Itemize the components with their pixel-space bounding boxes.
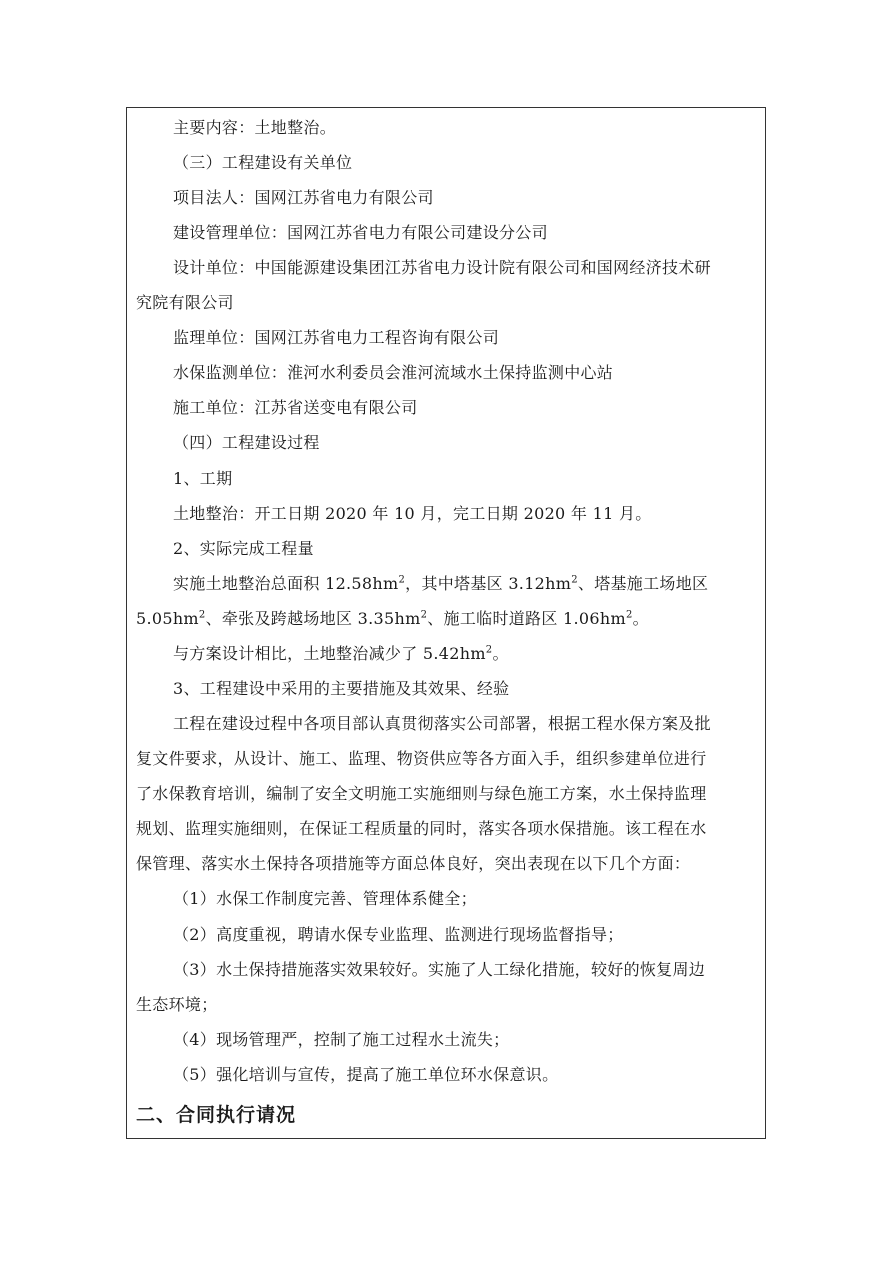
monitoring-unit-line: 水保监测单位：淮河水利委员会淮河流域水土保持监测中心站 (173, 363, 614, 382)
section3-title: （三）工程建设有关单位 (173, 153, 353, 172)
construction-unit-line: 施工单位：江苏省送变电有限公司 (173, 398, 418, 417)
superscript-2: 2 (485, 644, 493, 656)
quantity-line2-part-c: 、施工临时道路区 1.06hm (427, 609, 626, 628)
supervision-unit-line: 监理单位：国网江苏省电力工程咨询有限公司 (173, 328, 500, 347)
main-content-line: 主要内容：土地整治。 (173, 118, 337, 137)
paragraph-line1: 工程在建设过程中各项目部认真贯彻落实公司部署，根据工程水保方案及批 (173, 714, 711, 733)
quantity-line2-part-a: 5.05hm (136, 609, 199, 628)
superscript-2: 2 (625, 609, 633, 621)
quantity-line1-part-b: ，其中塔基区 3.12hm (405, 574, 572, 593)
section4-title: （四）工程建设过程 (173, 433, 320, 452)
quantity-line2-part-d: 。 (632, 609, 649, 628)
superscript-2: 2 (571, 574, 578, 586)
section-heading: 二、合同执行请况 (136, 1104, 297, 1126)
item2-title: 2、实际完成工程量 (173, 539, 314, 558)
point4-line: （4）现场管理严，控制了施工过程水土流失； (173, 1030, 510, 1049)
superscript-2: 2 (398, 574, 406, 586)
point3-line1: （3）水土保持措施落实效果较好。实施了人工绿化措施，较好的恢复周边 (173, 960, 706, 979)
paragraph-line4: 规划、监理实施细则，在保证工程质量的同时，落实各项水保措施。该工程在水 (136, 819, 707, 838)
design-unit-line2: 究院有限公司 (136, 293, 234, 312)
point2-line: （2）高度重视，聘请水保专业监理、监测进行现场监督指导； (173, 925, 624, 944)
quantity-line1-part-a: 实施土地整治总面积 12.58hm (173, 574, 399, 593)
quantity-line2-part-b: 、牵张及跨越场地区 3.35hm (205, 609, 421, 628)
paragraph-line2: 复文件要求，从设计、施工、监理、物资供应等各方面入手，组织参建单位进行 (136, 749, 707, 768)
point1-line: （1）水保工作制度完善、管理体系健全； (173, 889, 477, 908)
point3-line2: 生态环境； (136, 995, 218, 1014)
design-unit-line1: 设计单位：中国能源建设集团江苏省电力设计院有限公司和国网经济技术研 (173, 258, 711, 277)
legal-person-line: 项目法人：国网江苏省电力有限公司 (173, 188, 434, 207)
comparison-line (173, 644, 509, 664)
item3-title: 3、工程建设中采用的主要措施及其效果、经验 (173, 679, 510, 698)
paragraph-line5: 保管理、落实水土保持各项措施等方面总体良好，突出表现在以下几个方面： (136, 854, 691, 873)
land-schedule-line: 土地整治：开工日期 2020 年 10 月，完工日期 2020 年 11 月。 (173, 504, 652, 523)
comparison-part-a: 与方案设计相比，土地整治减少了 5.42hm (173, 644, 486, 663)
point5-line: （5）强化培训与宣传，提高了施工单位环水保意识。 (173, 1065, 559, 1084)
superscript-2: 2 (420, 609, 428, 621)
quantity-line1 (173, 574, 708, 594)
paragraph-line3: 了水保教育培训，编制了安全文明施工实施细则与绿色施工方案，水土保持监理 (136, 784, 707, 803)
comparison-part-b: 。 (492, 644, 509, 663)
construction-mgmt-line: 建设管理单位：国网江苏省电力有限公司建设分公司 (173, 223, 548, 242)
superscript-2: 2 (198, 609, 206, 621)
quantity-line2 (136, 609, 649, 629)
item1-title: 1、工期 (173, 469, 233, 488)
quantity-line1-part-c: 、塔基施工场地区 (577, 574, 709, 593)
